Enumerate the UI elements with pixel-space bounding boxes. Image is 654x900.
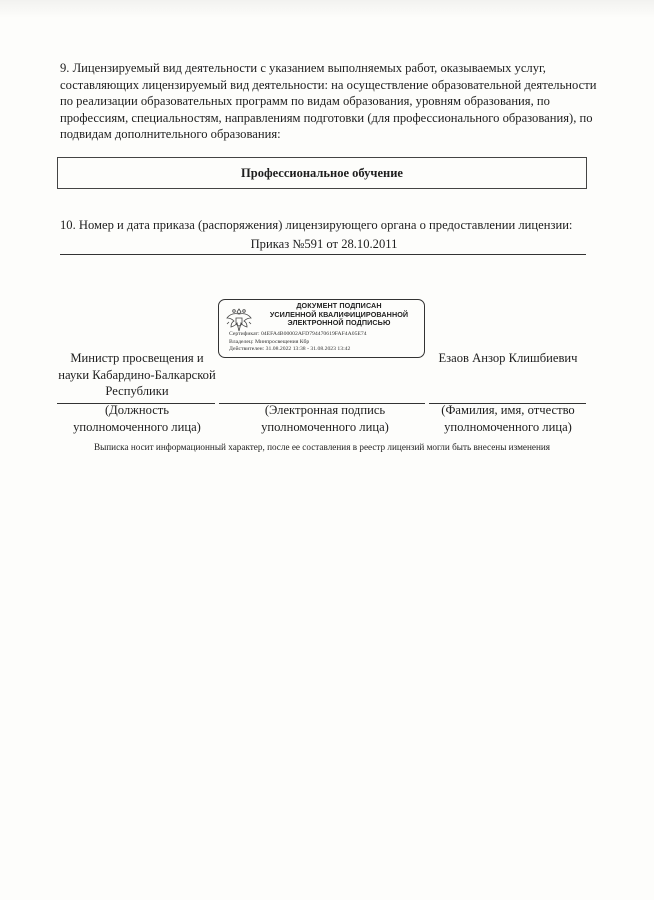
- activity-value-box: [57, 157, 587, 189]
- signatory-name: Езаов Анзор Клишбиевич: [438, 351, 578, 365]
- disclaimer-note: Выписка носит информационный характер, после ее составления в реестр лицензий могли быть внесены изменения: [93, 442, 551, 452]
- activity-type-text-line: подвидам дополнительного образования:: [60, 127, 281, 142]
- signature-caption-line: (Электронная подпись: [264, 403, 386, 417]
- position-caption: [57, 402, 217, 435]
- scan-edge-shadow: [0, 0, 654, 18]
- signature-caption: [230, 402, 420, 435]
- order-label: 10. Номер и дата приказа (распоряжения) лицензирующего органа о предоставлении лицензии:: [60, 218, 573, 232]
- signatory-position-line: науки Кабардино-Балкарской: [58, 367, 216, 382]
- order-underline: [60, 254, 586, 255]
- stamp-heading-line: ЭЛЕКТРОННОЙ ПОДПИСЬЮ: [287, 318, 391, 328]
- signatory-position-line: Республики: [105, 384, 169, 399]
- position-caption-line: (Должность: [104, 403, 170, 417]
- name-caption-line: уполномоченного лица): [444, 419, 572, 434]
- activity-type-section: [60, 60, 597, 143]
- activity-type-text-line: профессиям, специальностям, направлениям подготовки (для профессионального образования), по: [60, 110, 593, 125]
- activity-type-text-line: составляющих лицензируемый вид деятельности: на осуществление образовательной деятельности: [60, 77, 597, 92]
- activity-type-text-line: по реализации образовательных программ по видам образования, уровням образования, по: [60, 94, 550, 109]
- stamp-owner: Владелец: Минпросвещения Кбр: [229, 338, 310, 345]
- order-value: Приказ №591 от 28.10.2011: [250, 237, 398, 251]
- signatory-position: [57, 350, 217, 400]
- electronic-signature-stamp: [218, 299, 425, 358]
- name-caption-line: (Фамилия, имя, отчество: [441, 403, 575, 417]
- stamp-details: [229, 331, 421, 354]
- stamp-heading: [257, 302, 421, 328]
- activity-type-text-line: 9. Лицензируемый вид деятельности с указанием выполняемых работ, оказываемых услуг,: [60, 61, 546, 75]
- name-caption: [428, 402, 588, 435]
- activity-value: Профессиональное обучение: [241, 165, 403, 180]
- stamp-heading-line: УСИЛЕННОЙ КВАЛИФИЦИРОВАННОЙ: [269, 309, 409, 319]
- signature-caption-line: уполномоченного лица): [261, 419, 389, 434]
- signatory-position-line: Министр просвещения и: [70, 351, 204, 365]
- stamp-validity: Действителен: 31.08.2022 13:38 - 31.08.2023 13:42: [229, 346, 351, 353]
- stamp-certificate: Сертификат: 04EFA4B00002AFD794470619FAF4A05E74: [229, 331, 367, 337]
- stamp-heading-line: ДОКУМЕНТ ПОДПИСАН: [296, 301, 382, 310]
- position-caption-line: уполномоченного лица): [73, 419, 201, 434]
